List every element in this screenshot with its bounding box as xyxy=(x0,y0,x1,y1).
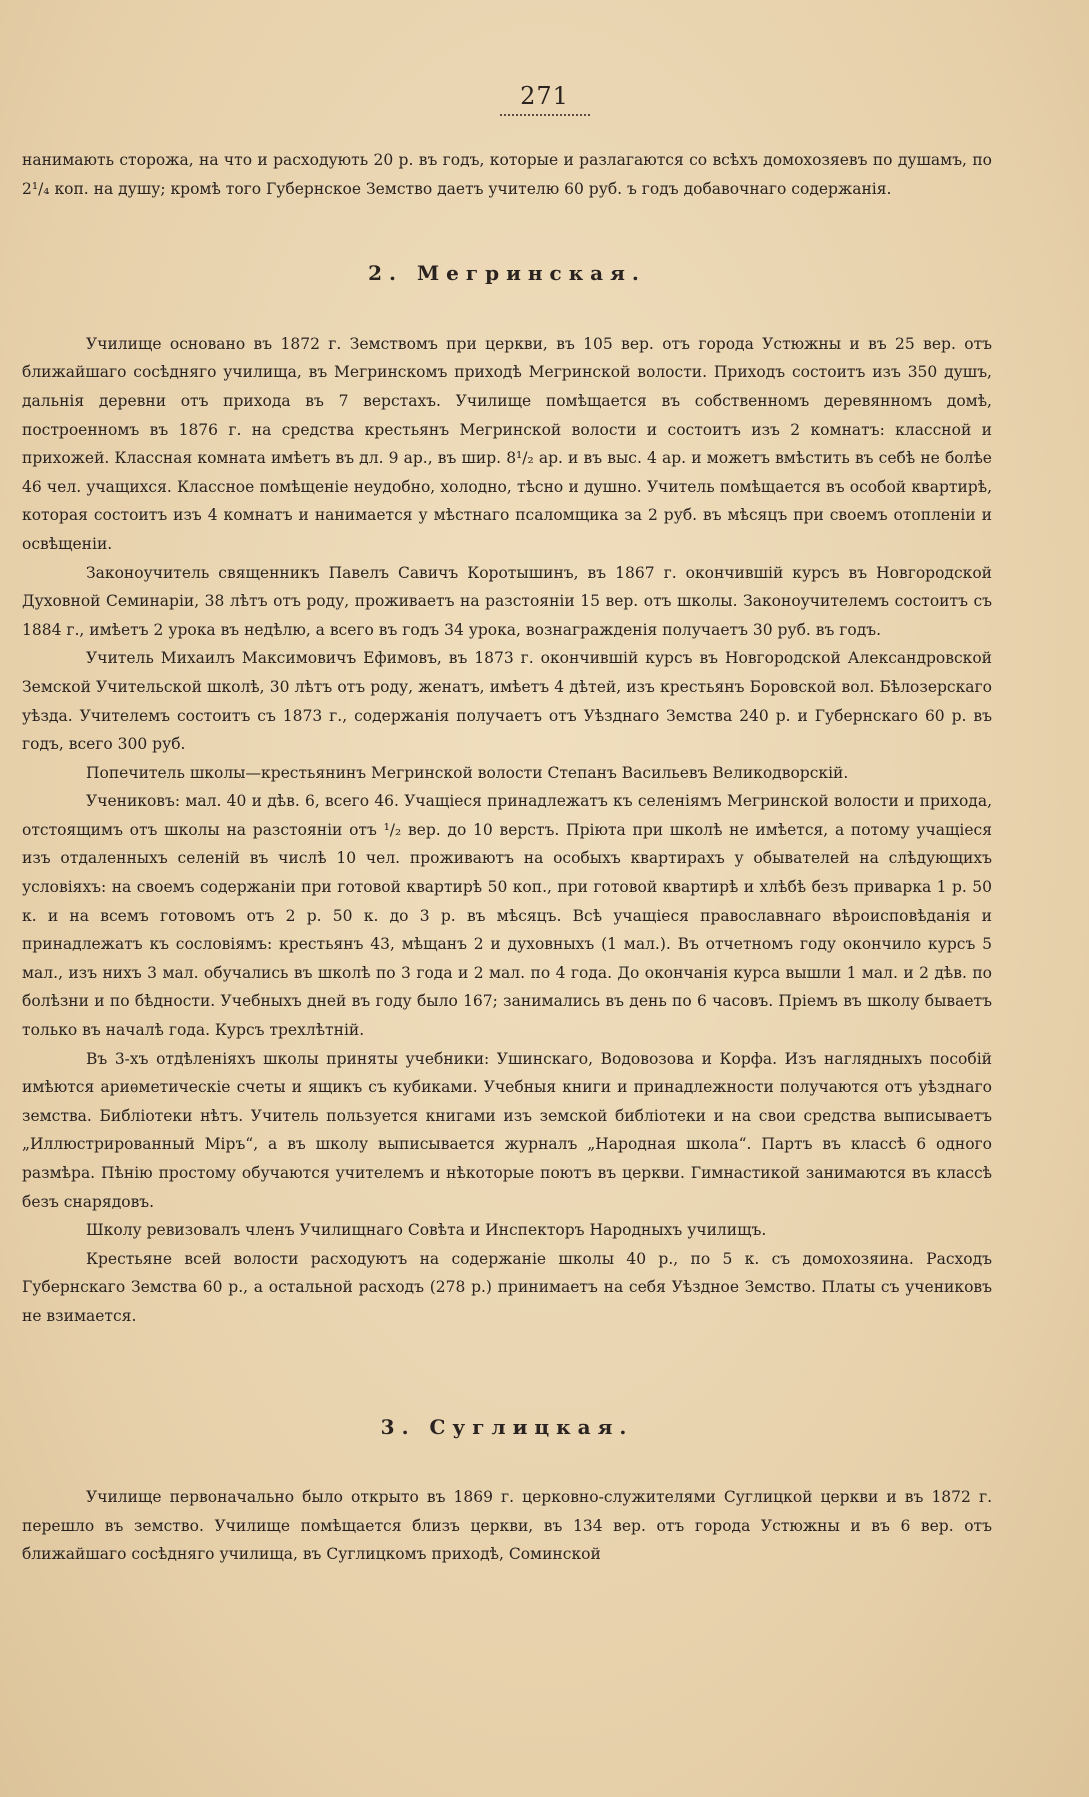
paragraph: Законоучитель священникъ Павелъ Савичъ Коротышинъ, въ 1867 г. окончившій курсъ въ Новгородской Духовной Семинаріи, 38 лѣтъ отъ роду, проживаетъ на разстояніи 15 вер. отъ школы. Законоучителемъ состоитъ съ 1884 г., имѣетъ 2 урока въ недѣлю, а всего въ годъ 34 урока, вознагражденія получаетъ 30 руб. въ годъ. xyxy=(22,563,992,639)
paragraph: Учениковъ: мал. 40 и дѣв. 6, всего 46. Учащіеся принадлежатъ къ селеніямъ Мегринской волости и прихода, отстоящимъ отъ школы на разстояніи отъ ¹/₂ вер. до 10 верстъ. Пріюта при школѣ не имѣется, а потому учащіеся изъ отдаленныхъ селеній въ числѣ 10 чел. проживаютъ на особыхъ квартирахъ у обывателей на слѣдующихъ условіяхъ: на своемъ содержаніи при готовой квартирѣ 50 коп., при готовой квартирѣ и хлѣбѣ безъ приварка 1 р. 50 к. и на всемъ готовомъ отъ 2 р. 50 к. до 3 р. въ мѣсяцъ. Всѣ учащіеся православнаго вѣроисповѣданія и принадлежатъ къ сословіямъ: крестьянъ 43, мѣщанъ 2 и духовныхъ (1 мал.). Въ отчетномъ году окончило курсъ 5 мал., изъ нихъ 3 мал. обучались въ школѣ по 3 года и 2 мал. по 4 года. До окончанія курса вышли 1 мал. и 2 дѣв. по болѣзни и по бѣдности. Учебныхъ дней въ году было 167; занимались въ день по 6 часовъ. Пріемъ въ школу бываетъ только въ началѣ года. Курсъ трехлѣтній. xyxy=(22,792,992,1040)
paragraph-continued: нанимають сторожа, на что и расходують 20 р. въ годъ, которые и разлагаются со всѣхъ домохозяевъ по душамъ, по 2¹/₄ коп. на душу; кромѣ того Губернское Земство даетъ учителю 60 руб. ъ годъ добавочнаго содержанія. xyxy=(22,151,992,198)
paragraph: Попечитель школы—крестьянинъ Мегринской волости Степанъ Васильевъ Великодворскій. xyxy=(86,763,849,782)
paragraph: Училище первоначально было открыто въ 1869 г. церковно-служителями Суглицкой церкви и въ 1872 г. перешло въ земство. Училище помѣщается близъ церкви, въ 134 вер. отъ города Устюжны и въ 6 вер. отъ ближайшаго сосѣдняго училища, въ Суглицкомъ приходѣ, Соминской xyxy=(22,1488,992,1564)
paragraph: Крестьяне всей волости расходуютъ на содержаніе школы 40 р., по 5 к. съ домохозяина. Расходъ Губернскаго Земства 60 р., а остальной расходъ (278 р.) принимаетъ на себя Уѣздное Земство. Платы съ учениковъ не взимается. xyxy=(22,1249,992,1325)
section-title-suglitskaya: 3. Суглицкая. xyxy=(380,1414,634,1439)
page-number: 271 xyxy=(520,82,569,110)
paragraph: Училище основано въ 1872 г. Земствомъ при церкви, въ 105 вер. отъ города Устюжны и въ 25 вер. отъ ближайшаго сосѣдняго училища, въ Мегринскомъ приходѣ Мегринской волости. Приходъ состоитъ изъ 350 душъ, дальнія деревни отъ прихода въ 7 верстахъ. Училище помѣщается въ собственномъ деревянномъ домѣ, построенномъ въ 1876 г. на средства крестьянъ Мегринской волости и состоитъ изъ 2 комнатъ: классной и прихожей. Классная комната имѣетъ въ дл. 9 ар., въ шир. 8¹/₂ ар. и въ выс. 4 ар. и можетъ вмѣстить въ себѣ не болѣе 46 чел. учащихся. Классное помѣщеніе неудобно, холодно, тѣсно и душно. Учитель помѣщается въ особой квартирѣ, которая состоитъ изъ 4 комнатъ и нанимается у мѣстнаго псаломщика за 2 руб. въ мѣсяцъ при своемъ отопленіи и освѣщеніи. xyxy=(22,334,992,553)
paragraph: Въ 3-хъ отдѣленіяхъ школы приняты учебники: Ушинскаго, Водовозова и Корфа. Изъ наглядныхъ пособій имѣются ариѳметическіе счеты и ящикъ съ кубиками. Учебныя книги и принадлежности получаются отъ уѣзднаго земства. Библіотеки нѣтъ. Учитель пользуется книгами изъ земской библіотеки и на свои средства выписываетъ „Иллюстрированный Міръ“, а въ школу выписывается журналъ „Народная школа“. Партъ въ классѣ 6 одного размѣра. Пѣнію простому обучаются учителемъ и нѣкоторые поютъ въ церкви. Гимнастикой занимаются въ классѣ безъ снарядовъ. xyxy=(22,1049,992,1211)
paragraph: Учитель Михаилъ Максимовичъ Ефимовъ, въ 1873 г. окончившій курсъ въ Новгородской Александровской Земской Учительской школѣ, 30 лѣтъ отъ роду, женатъ, имѣетъ 4 дѣтей, изъ крестьянъ Боровской вол. Бѣлозерскаго уѣзда. Учителемъ состоитъ съ 1873 г., содержанія получаетъ отъ Уѣзднаго Земства 240 р. и Губернскаго 60 р. въ годъ, всего 300 руб. xyxy=(22,649,992,754)
page-body xyxy=(22,146,992,1569)
section-title-megrinskaya: 2. Мегринская. xyxy=(368,261,646,286)
ornamental-rule xyxy=(500,114,590,120)
paragraph: Школу ревизовалъ членъ Училищнаго Совѣта и Инспекторъ Народныхъ училищъ. xyxy=(86,1221,767,1240)
